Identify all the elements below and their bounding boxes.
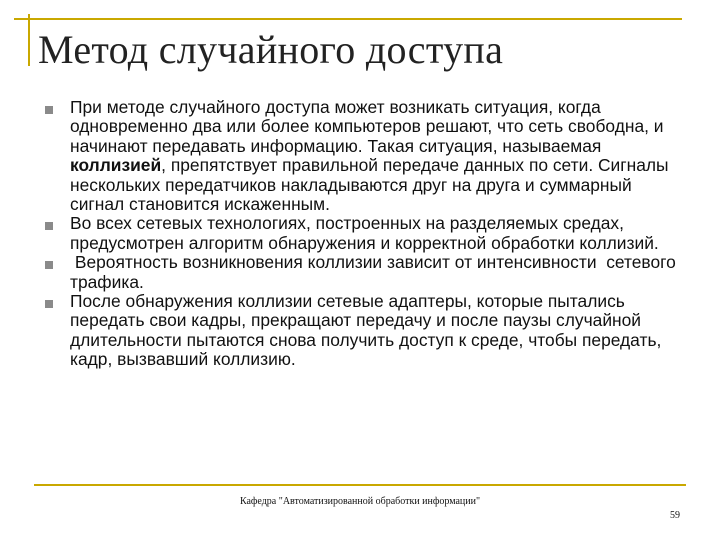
footer-line (34, 484, 686, 486)
title-frame-vertical-line (28, 14, 30, 66)
slide-title: Метод случайного доступа (38, 27, 504, 72)
bullet-item (42, 253, 682, 292)
bullet-list (42, 98, 682, 370)
bullet-text: После обнаружения коллизии сетевые адаптеры, которые пытались передать свои кадры, прекращают передачу и после паузы случайной длительности пытаются снова получить доступ к среде, чтобы передать, кадр, вызвавший коллизию. (70, 291, 662, 370)
square-bullet-icon (45, 261, 53, 269)
bullet-text: Вероятность возникновения коллизии зависит от интенсивности сетевого трафика. (70, 252, 681, 292)
bullet-text-pre: При методе случайного доступа может возникать ситуация, когда одновременно два или более компьютеров решают, что сеть свободна, и начинают передавать информацию. Такая ситуация, называемая (70, 97, 664, 156)
title-frame-horizontal-line (14, 18, 682, 20)
bullet-item (42, 98, 682, 214)
footer-department: Кафедра "Автоматизированной обработки информации" (239, 496, 481, 507)
bullet-text-post: , препятствует правильной передаче данных по сети. Сигналы нескольких передатчиков накладываются друг на друга и суммарный сигнал становится искаженным. (70, 155, 669, 215)
square-bullet-icon (45, 222, 53, 230)
bullet-item (42, 292, 682, 370)
square-bullet-icon (45, 106, 53, 114)
bullet-text-bold: коллизией (70, 155, 162, 176)
bullet-item (42, 214, 682, 253)
bullet-text (70, 98, 682, 214)
page-number: 59 (670, 510, 680, 521)
bullet-text: Во всех сетевых технологиях, построенных на разделяемых средах, предусмотрен алгоритм обнаружения и корректной обработки коллизий. (70, 213, 659, 253)
square-bullet-icon (45, 300, 53, 308)
